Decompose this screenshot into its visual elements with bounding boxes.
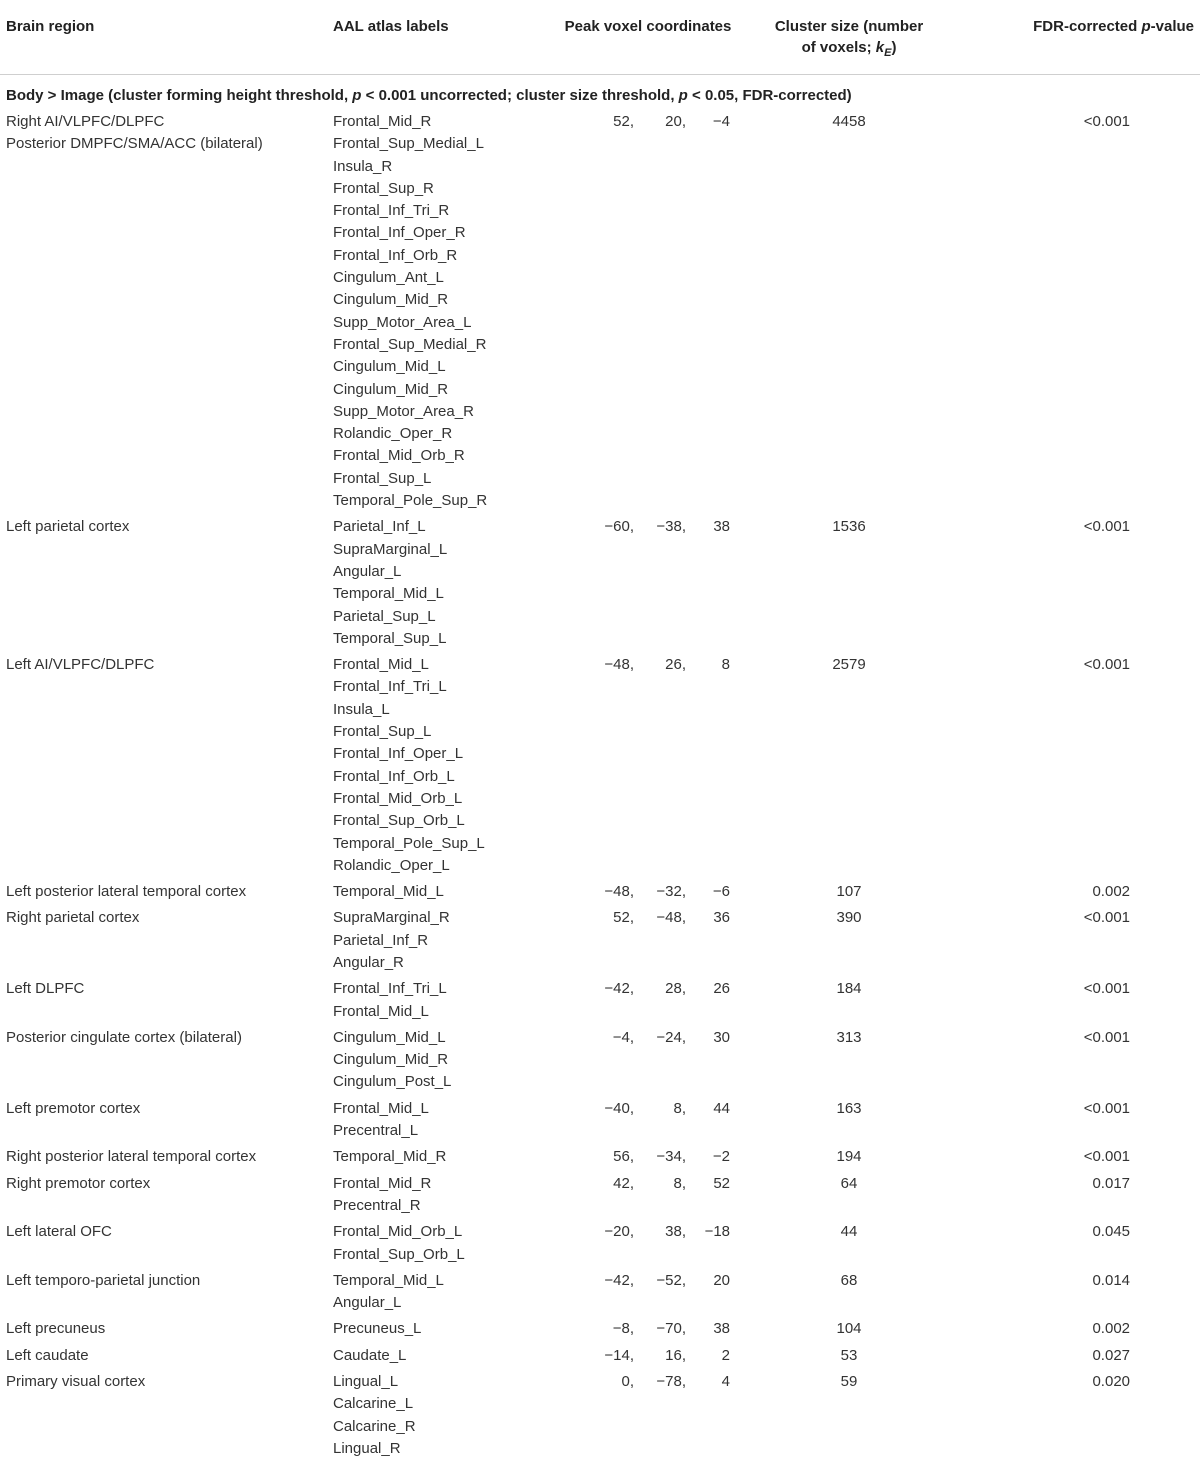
- section-part1: Body > Image (cluster forming height threshold,: [6, 87, 352, 104]
- cell-cluster-size: 59: [738, 1369, 960, 1462]
- cell-aal-labels: [326, 1369, 558, 1462]
- aal-label: Cingulum_Mid_R: [333, 379, 552, 401]
- cell-brain-region: [0, 1144, 326, 1170]
- aal-label: Calcarine_R: [333, 1416, 552, 1438]
- header-cluster-size-sub: E: [884, 47, 891, 59]
- table-row: [0, 1219, 1200, 1268]
- aal-label: Frontal_Inf_Orb_R: [333, 245, 552, 267]
- brain-region-name: Left premotor cortex: [6, 1098, 320, 1120]
- cell-aal-labels: [326, 109, 558, 514]
- cell-fdr-pvalue: <0.001: [960, 905, 1200, 976]
- brain-region-name: Left AI/VLPFC/DLPFC: [6, 654, 320, 676]
- cell-aal-labels: [326, 1025, 558, 1096]
- header-cluster-size: [738, 0, 960, 75]
- cell-aal-labels: [326, 1219, 558, 1268]
- table-row: [0, 514, 1200, 652]
- cell-coord-z: 36: [688, 905, 738, 976]
- cell-cluster-size: 184: [738, 976, 960, 1025]
- brain-region-name: Right posterior lateral temporal cortex: [6, 1146, 320, 1168]
- table-row: [0, 1144, 1200, 1170]
- table-row: [0, 976, 1200, 1025]
- cell-coord-y: −52,: [640, 1268, 688, 1317]
- table-row: [0, 1316, 1200, 1342]
- cell-coord-x: −14,: [558, 1343, 640, 1369]
- aal-label: Frontal_Sup_Medial_L: [333, 133, 552, 155]
- header-aal-labels: AAL atlas labels: [326, 0, 558, 75]
- aal-label: Cingulum_Post_L: [333, 1071, 552, 1093]
- cell-fdr-pvalue: <0.001: [960, 109, 1200, 514]
- cell-aal-labels: [326, 514, 558, 652]
- cell-cluster-size: 53: [738, 1343, 960, 1369]
- aal-label: Angular_R: [333, 952, 552, 974]
- aal-label: Frontal_Inf_Tri_R: [333, 200, 552, 222]
- header-cluster-size-line1: Cluster size (number: [744, 16, 954, 37]
- table-row: [0, 1096, 1200, 1145]
- aal-label: Frontal_Mid_Orb_L: [333, 1221, 552, 1243]
- cell-fdr-pvalue: 0.045: [960, 1219, 1200, 1268]
- section-p2: p: [679, 87, 688, 104]
- brain-region-name: Left parietal cortex: [6, 516, 320, 538]
- header-peak-voxel: Peak voxel coordinates: [558, 0, 738, 75]
- cell-coord-x: −42,: [558, 976, 640, 1025]
- aal-label: Frontal_Inf_Oper_R: [333, 222, 552, 244]
- cell-coord-y: 20,: [640, 109, 688, 514]
- brain-region-name: Posterior DMPFC/SMA/ACC (bilateral): [6, 133, 320, 155]
- cell-brain-region: [0, 1025, 326, 1096]
- cell-cluster-size: 313: [738, 1025, 960, 1096]
- cell-fdr-pvalue: <0.001: [960, 1096, 1200, 1145]
- aal-label: Parietal_Inf_R: [333, 930, 552, 952]
- header-fdr-suffix: -value: [1151, 18, 1194, 35]
- cell-cluster-size: 68: [738, 1268, 960, 1317]
- header-cluster-size-k: k: [876, 39, 884, 56]
- aal-label: Supp_Motor_Area_L: [333, 312, 552, 334]
- aal-label: Frontal_Mid_Orb_R: [333, 445, 552, 467]
- aal-label: Temporal_Sup_L: [333, 628, 552, 650]
- cell-coord-y: −78,: [640, 1369, 688, 1462]
- cell-coord-z: 44: [688, 1096, 738, 1145]
- aal-label: Lingual_R: [333, 1438, 552, 1460]
- cell-cluster-size: 44: [738, 1219, 960, 1268]
- aal-label: Frontal_Sup_Medial_R: [333, 334, 552, 356]
- cell-cluster-size: 2579: [738, 652, 960, 879]
- aal-label: Cingulum_Mid_L: [333, 1027, 552, 1049]
- header-cluster-size-prefix: of voxels;: [802, 39, 876, 56]
- aal-label: Caudate_L: [333, 1345, 552, 1367]
- table-header: [0, 0, 1200, 75]
- cell-coord-z: 4: [688, 1369, 738, 1462]
- cell-brain-region: [0, 1171, 326, 1220]
- cell-coord-x: −4,: [558, 1025, 640, 1096]
- table-row: [0, 1171, 1200, 1220]
- cell-aal-labels: [326, 905, 558, 976]
- brain-region-name: Left lateral OFC: [6, 1221, 320, 1243]
- cell-aal-labels: [326, 1171, 558, 1220]
- aal-label: Temporal_Pole_Sup_L: [333, 833, 552, 855]
- cell-fdr-pvalue: <0.001: [960, 1144, 1200, 1170]
- table-row: [0, 109, 1200, 514]
- cell-cluster-size: 104: [738, 1316, 960, 1342]
- aal-label: Frontal_Sup_L: [333, 468, 552, 490]
- cell-coord-x: −40,: [558, 1096, 640, 1145]
- cell-fdr-pvalue: <0.001: [960, 976, 1200, 1025]
- cell-brain-region: [0, 1219, 326, 1268]
- cell-coord-z: 20: [688, 1268, 738, 1317]
- cell-coord-x: 52,: [558, 905, 640, 976]
- cell-coord-z: 8: [688, 652, 738, 879]
- cell-aal-labels: [326, 976, 558, 1025]
- table-row: [0, 1025, 1200, 1096]
- cell-coord-y: −38,: [640, 514, 688, 652]
- table-row: [0, 1369, 1200, 1462]
- cell-aal-labels: [326, 1316, 558, 1342]
- cell-coord-x: −42,: [558, 1268, 640, 1317]
- aal-label: Frontal_Mid_R: [333, 111, 552, 133]
- aal-label: Frontal_Sup_Orb_L: [333, 810, 552, 832]
- cell-coord-z: −18: [688, 1219, 738, 1268]
- cell-brain-region: [0, 976, 326, 1025]
- cell-brain-region: [0, 1096, 326, 1145]
- aal-label: SupraMarginal_R: [333, 907, 552, 929]
- cell-brain-region: [0, 879, 326, 905]
- aal-label: Cingulum_Mid_L: [333, 356, 552, 378]
- cell-coord-z: 30: [688, 1025, 738, 1096]
- cell-coord-y: 38,: [640, 1219, 688, 1268]
- cell-fdr-pvalue: 0.002: [960, 1316, 1200, 1342]
- aal-label: Frontal_Mid_Orb_L: [333, 788, 552, 810]
- cell-coord-y: 16,: [640, 1343, 688, 1369]
- cell-aal-labels: [326, 1343, 558, 1369]
- aal-label: Frontal_Mid_L: [333, 1001, 552, 1023]
- cell-aal-labels: [326, 652, 558, 879]
- cell-coord-y: −34,: [640, 1144, 688, 1170]
- cell-cluster-size: 1536: [738, 514, 960, 652]
- cell-brain-region: [0, 905, 326, 976]
- cell-fdr-pvalue: 0.017: [960, 1171, 1200, 1220]
- cell-brain-region: [0, 1316, 326, 1342]
- aal-label: Temporal_Mid_R: [333, 1146, 552, 1168]
- aal-label: Precuneus_L: [333, 1318, 552, 1340]
- brain-region-name: Left caudate: [6, 1345, 320, 1367]
- section-part2: < 0.001 uncorrected; cluster size threshold,: [361, 87, 678, 104]
- aal-label: Insula_R: [333, 156, 552, 178]
- aal-label: Frontal_Sup_R: [333, 178, 552, 200]
- aal-label: Parietal_Sup_L: [333, 606, 552, 628]
- section-heading: [0, 75, 1200, 110]
- aal-label: Rolandic_Oper_L: [333, 855, 552, 877]
- aal-label: Calcarine_L: [333, 1393, 552, 1415]
- cell-cluster-size: 64: [738, 1171, 960, 1220]
- cell-coord-x: 56,: [558, 1144, 640, 1170]
- brain-region-name: Left DLPFC: [6, 978, 320, 1000]
- aal-label: Angular_L: [333, 1292, 552, 1314]
- cell-aal-labels: [326, 879, 558, 905]
- aal-label: Temporal_Mid_L: [333, 881, 552, 903]
- cell-fdr-pvalue: 0.002: [960, 879, 1200, 905]
- aal-label: Lingual_L: [333, 1371, 552, 1393]
- cell-cluster-size: 107: [738, 879, 960, 905]
- aal-label: Temporal_Pole_Sup_R: [333, 490, 552, 512]
- aal-label: SupraMarginal_L: [333, 539, 552, 561]
- aal-label: Frontal_Mid_L: [333, 1098, 552, 1120]
- brain-region-name: Right premotor cortex: [6, 1173, 320, 1195]
- cell-fdr-pvalue: 0.020: [960, 1369, 1200, 1462]
- cell-brain-region: [0, 1343, 326, 1369]
- cell-coord-y: 26,: [640, 652, 688, 879]
- aal-label: Frontal_Mid_L: [333, 654, 552, 676]
- brain-region-name: Right AI/VLPFC/DLPFC: [6, 111, 320, 133]
- brain-region-name: Left temporo-parietal junction: [6, 1270, 320, 1292]
- cell-cluster-size: 194: [738, 1144, 960, 1170]
- aal-label: Parietal_Inf_L: [333, 516, 552, 538]
- section-part3: < 0.05, FDR-corrected): [688, 87, 852, 104]
- cell-coord-x: −48,: [558, 652, 640, 879]
- aal-label: Frontal_Inf_Tri_L: [333, 978, 552, 1000]
- brain-region-name: Left precuneus: [6, 1318, 320, 1340]
- cell-coord-x: −48,: [558, 879, 640, 905]
- section-p1: p: [352, 87, 361, 104]
- cell-coord-x: −20,: [558, 1219, 640, 1268]
- aal-label: Frontal_Mid_R: [333, 1173, 552, 1195]
- aal-label: Frontal_Inf_Oper_L: [333, 743, 552, 765]
- brain-region-name: Primary visual cortex: [6, 1371, 320, 1393]
- aal-label: Frontal_Sup_Orb_L: [333, 1244, 552, 1266]
- brain-region-name: Posterior cingulate cortex (bilateral): [6, 1027, 320, 1049]
- cell-cluster-size: 163: [738, 1096, 960, 1145]
- cell-cluster-size: 4458: [738, 109, 960, 514]
- cell-coord-z: 2: [688, 1343, 738, 1369]
- aal-label: Supp_Motor_Area_R: [333, 401, 552, 423]
- table-row: [0, 905, 1200, 976]
- cell-fdr-pvalue: 0.014: [960, 1268, 1200, 1317]
- cell-coord-y: −24,: [640, 1025, 688, 1096]
- cell-aal-labels: [326, 1268, 558, 1317]
- table-row: [0, 1268, 1200, 1317]
- cell-coord-z: −2: [688, 1144, 738, 1170]
- cell-fdr-pvalue: <0.001: [960, 1025, 1200, 1096]
- cell-coord-y: 8,: [640, 1171, 688, 1220]
- cell-coord-y: 8,: [640, 1096, 688, 1145]
- cell-coord-x: 0,: [558, 1369, 640, 1462]
- cell-coord-y: 28,: [640, 976, 688, 1025]
- cell-coord-y: −48,: [640, 905, 688, 976]
- header-fdr-pvalue: [960, 0, 1200, 75]
- cell-coord-y: −70,: [640, 1316, 688, 1342]
- aal-label: Temporal_Mid_L: [333, 583, 552, 605]
- aal-label: Cingulum_Mid_R: [333, 1049, 552, 1071]
- aal-label: Temporal_Mid_L: [333, 1270, 552, 1292]
- brain-region-name: Right parietal cortex: [6, 907, 320, 929]
- aal-label: Insula_L: [333, 699, 552, 721]
- cell-aal-labels: [326, 1096, 558, 1145]
- cell-fdr-pvalue: <0.001: [960, 514, 1200, 652]
- aal-label: Frontal_Sup_L: [333, 721, 552, 743]
- cell-brain-region: [0, 652, 326, 879]
- cell-coord-x: 52,: [558, 109, 640, 514]
- header-fdr-p: p: [1141, 18, 1150, 35]
- cell-cluster-size: 390: [738, 905, 960, 976]
- aal-label: Frontal_Inf_Tri_L: [333, 676, 552, 698]
- cell-brain-region: [0, 109, 326, 514]
- cell-brain-region: [0, 514, 326, 652]
- cell-coord-z: 38: [688, 514, 738, 652]
- table-row: [0, 879, 1200, 905]
- cell-coord-z: 52: [688, 1171, 738, 1220]
- aal-label: Precentral_R: [333, 1195, 552, 1217]
- cell-coord-z: 26: [688, 976, 738, 1025]
- aal-label: Rolandic_Oper_R: [333, 423, 552, 445]
- brain-region-name: Left posterior lateral temporal cortex: [6, 881, 320, 903]
- cell-coord-y: −32,: [640, 879, 688, 905]
- cell-coord-z: −6: [688, 879, 738, 905]
- table-body: [0, 75, 1200, 1462]
- header-fdr-prefix: FDR-corrected: [1033, 18, 1141, 35]
- section-row: [0, 75, 1200, 110]
- table-row: [0, 1343, 1200, 1369]
- cell-fdr-pvalue: 0.027: [960, 1343, 1200, 1369]
- aal-label: Cingulum_Ant_L: [333, 267, 552, 289]
- header-brain-region: Brain region: [0, 0, 326, 75]
- cell-coord-x: −60,: [558, 514, 640, 652]
- cell-fdr-pvalue: <0.001: [960, 652, 1200, 879]
- aal-label: Precentral_L: [333, 1120, 552, 1142]
- header-cluster-size-line2: [744, 37, 954, 64]
- cell-coord-x: −8,: [558, 1316, 640, 1342]
- cell-aal-labels: [326, 1144, 558, 1170]
- cell-coord-z: −4: [688, 109, 738, 514]
- cell-brain-region: [0, 1268, 326, 1317]
- aal-label: Cingulum_Mid_R: [333, 289, 552, 311]
- header-cluster-size-suffix: ): [891, 39, 896, 56]
- cell-brain-region: [0, 1369, 326, 1462]
- aal-label: Frontal_Inf_Orb_L: [333, 766, 552, 788]
- aal-label: Angular_L: [333, 561, 552, 583]
- table-row: [0, 652, 1200, 879]
- cell-coord-x: 42,: [558, 1171, 640, 1220]
- cell-coord-z: 38: [688, 1316, 738, 1342]
